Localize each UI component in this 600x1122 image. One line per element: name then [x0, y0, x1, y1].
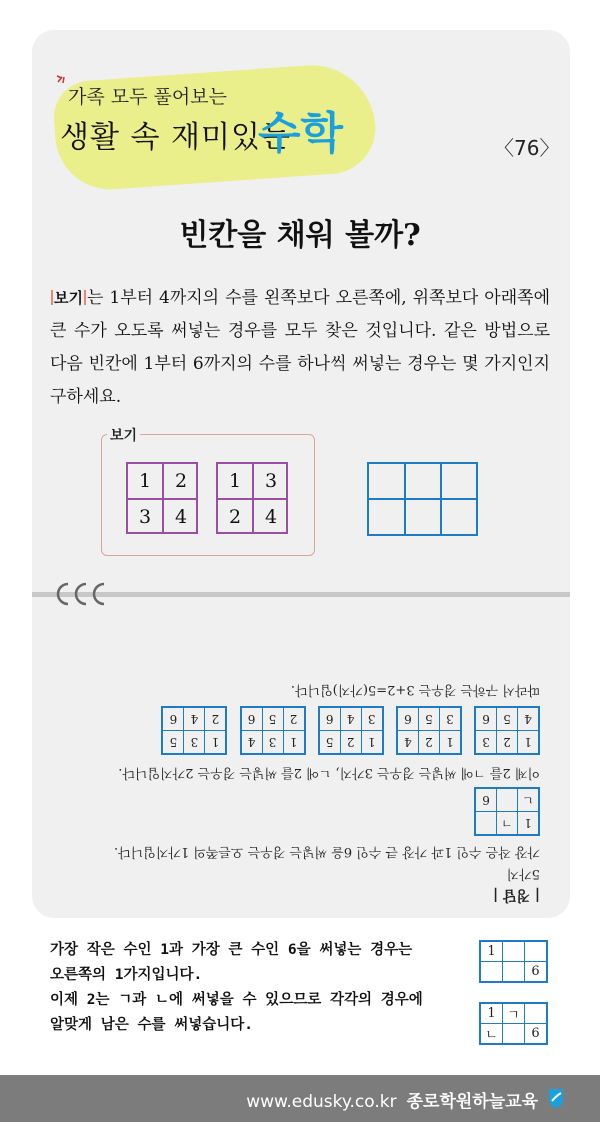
answer-conclusion: 따라서 구하는 경우는 3+2=5(가지)입니다. — [290, 682, 540, 697]
page-title: 빈칸을 채워 볼까? — [179, 218, 421, 253]
example-grid-2 — [216, 462, 288, 534]
empty-answer-grid — [367, 462, 478, 536]
example-grid-1 — [126, 462, 198, 534]
grid-cell: 1 — [138, 470, 152, 492]
brand-logo-icon — [546, 1087, 566, 1109]
solution-grid-b: 1 ㄱ ㄴ 6 — [479, 1002, 548, 1045]
example-tag: 보기 — [54, 289, 83, 307]
solution-line: 이제 2는 ㄱ과 ㄴ에 써넣을 수 있으므로 각각의 경우에 — [50, 992, 423, 1008]
answer-grid: 1 2 5 3 4 6 — [318, 706, 384, 755]
header-subject: 수학 — [258, 108, 344, 159]
grid-cell: 3 — [138, 506, 152, 528]
upside-down-answer: | 정답 | 5가지 가장 작은 수인 1과 가장 큰 수인 6을 써넣는 경우는 오른쪽의 1가지입니다. 1 ㄱ ㄴ 6 이제 2를 ㄱ에 써넣는 경우는 3가지, ㄴ에 2를 써넣는 경우는 2가지입니다. 1 2 3 4 5 6 1 2 4 3 5 6 1 2 5 3 4 6 1 3 4 2 5 6 1 3 5 2 4 6 따라서 구하는 경우는 3+2=5(가지)입니다. — [32, 597, 570, 918]
footer-brand: 종로학원하늘교육 — [406, 1092, 538, 1112]
footer-url[interactable]: www.edusky.co.kr — [246, 1092, 397, 1112]
solution-line: 알맞게 남은 수를 써넣습니다. — [50, 1017, 254, 1033]
answer-grid: 1 3 5 2 4 6 — [161, 706, 227, 755]
solution-line: 가장 작은 수인 1과 가장 큰 수인 6을 써넣는 경우는 — [50, 942, 413, 958]
example-label: 보기 — [107, 425, 140, 445]
answer-grid-base: 1 ㄱ ㄴ 6 — [474, 787, 540, 836]
answer-line-2: 이제 2를 ㄱ에 써넣는 경우는 3가지, ㄴ에 2를 써넣는 경우는 2가지입니다. — [118, 765, 540, 780]
answer-result: 5가지 — [506, 866, 540, 881]
answer-grid: 1 3 4 2 5 6 — [240, 706, 306, 755]
footer-bar — [0, 1075, 600, 1122]
answer-line-1: 가장 작은 수인 1과 가장 큰 수인 6을 써넣는 경우는 오른쪽의 1가지입니다. — [113, 844, 540, 859]
footer-text — [246, 1087, 538, 1112]
grid-cell: 3 — [264, 470, 278, 492]
answer-heading: 정답 — [502, 887, 530, 903]
solution-text — [50, 938, 460, 1038]
solution-grid-a: 1 6 — [479, 940, 548, 983]
grid-cell: 1 — [228, 470, 242, 492]
problem-body: 는 1부터 4까지의 수를 왼쪽보다 오른쪽에, 위쪽보다 아래쪽에 큰 수가 오도록 써넣는 경우를 모두 찾은 것입니다. 같은 방법으로 다음 빈칸에 1부터 6까지의 수를 하나씩 써넣는 경우는 몇 가지인지 구하세요. — [50, 288, 550, 407]
problem-text — [50, 282, 550, 414]
grid-cell: 2 — [228, 506, 242, 528]
grid-cell: 4 — [174, 506, 188, 528]
grid-cell: 2 — [174, 470, 188, 492]
answer-grid: 1 2 3 4 5 6 — [474, 706, 540, 755]
tag-bar — [51, 290, 53, 305]
header-series-title: 생활 속 재미있는 — [60, 120, 291, 155]
page-number: 〈76〉 — [494, 136, 560, 160]
tag-bar — [84, 290, 86, 305]
header-tagline: 가족 모두 풀어보는 — [68, 86, 227, 108]
answer-grid: 1 2 4 3 5 6 — [396, 706, 462, 755]
grid-cell: 4 — [264, 506, 278, 528]
solution-line: 오른쪽의 1가지입니다. — [50, 967, 203, 983]
